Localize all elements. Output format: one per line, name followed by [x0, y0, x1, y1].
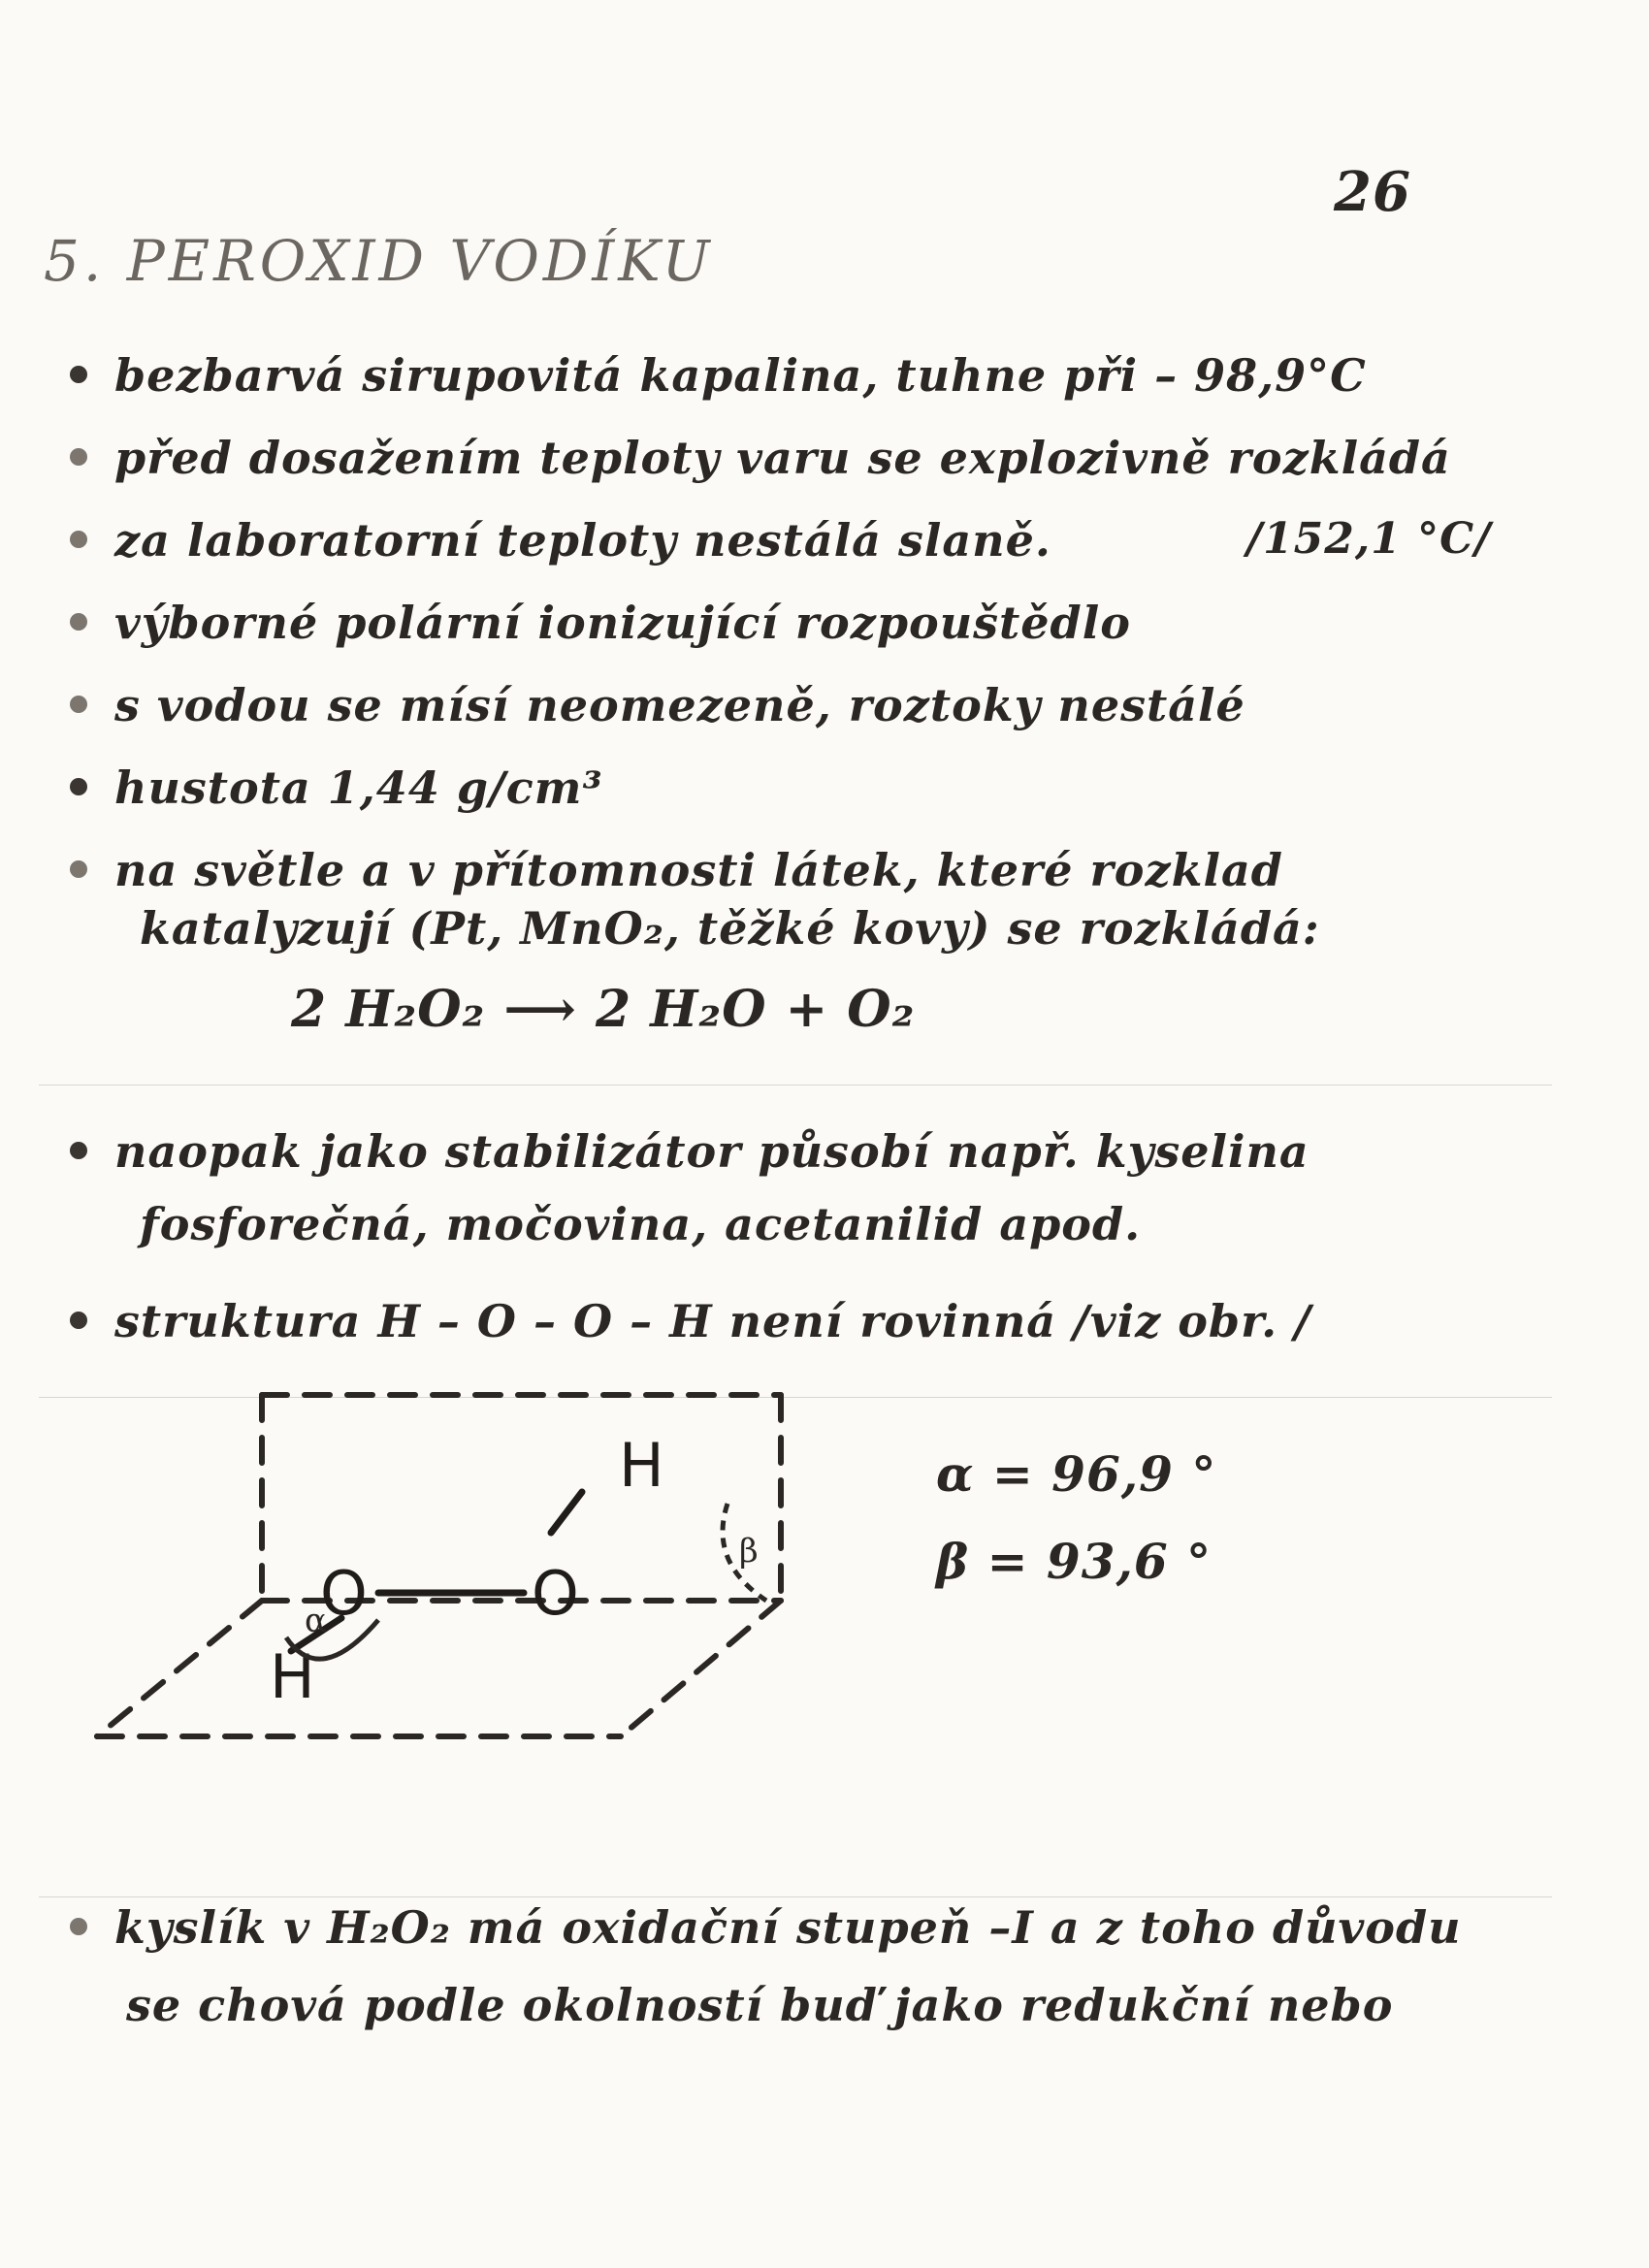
- divider: [39, 1896, 1552, 1897]
- bullet-dot-icon: [70, 448, 87, 466]
- bullet-text: bezbarvá sirupovitá kapalina, tuhne při – 98,9°C: [114, 349, 1367, 402]
- list-item: [70, 1125, 1310, 1178]
- list-item: [70, 597, 1131, 649]
- oxygen-atom-left: O: [320, 1558, 368, 1629]
- bullet-text: hustota 1,44 g/cm³: [114, 761, 603, 814]
- bullet-dot-icon: [70, 366, 87, 383]
- list-item: [70, 679, 1245, 731]
- bullet-text: naopak jako stabilizátor působí např. kyselina: [114, 1125, 1310, 1178]
- bullet-text: za laboratorní teploty nestálá slaně.: [114, 514, 1051, 567]
- list-item: [70, 1295, 1311, 1347]
- oxygen-atom-right: O: [532, 1558, 579, 1629]
- list-item: [70, 349, 1367, 402]
- bullet-text: struktura H – O – O – H není rovinná /viz obr. /: [114, 1295, 1311, 1347]
- horizontal-plane-left-edge: [97, 1601, 262, 1736]
- bullet-text: na světle a v přítomnosti látek, které rozklad: [114, 844, 1283, 896]
- bullet-dot-icon: [70, 860, 87, 878]
- list-item: [70, 761, 603, 814]
- bullet-dot-icon: [70, 1918, 87, 1935]
- bullet-dot-icon: [70, 531, 87, 548]
- bullet-text: před dosažením teploty varu se explozivně rozkládá: [114, 432, 1451, 484]
- list-item: [70, 432, 1451, 484]
- hydrogen-atom-lower: H: [270, 1641, 315, 1712]
- list-item: [70, 514, 1051, 567]
- decomposition-equation: 2 H₂O₂ ⟶ 2 H₂O + O₂: [291, 980, 916, 1039]
- boiling-point-note: /152,1 °C/: [1246, 514, 1492, 564]
- oxidation-continuation: se chová podle okolností buď jako redukční nebo: [126, 1979, 1394, 2031]
- horizontal-plane-right-edge: [621, 1601, 781, 1736]
- beta-marker: β: [739, 1532, 759, 1571]
- alpha-angle: α = 96,9 °: [936, 1445, 1217, 1503]
- section-title: 5. PEROXID VODÍKU: [44, 228, 714, 294]
- alpha-marker: α: [305, 1602, 327, 1640]
- page-number: 26: [1334, 160, 1411, 224]
- bullet-dot-icon: [70, 696, 87, 713]
- hydrogen-atom-upper: H: [619, 1430, 664, 1501]
- bullet-text: s vodou se mísí neomezeně, roztoky nestálé: [114, 679, 1245, 731]
- catalysis-continuation: katalyzují (Pt, MnO₂, těžké kovy) se rozkládá:: [140, 902, 1320, 955]
- h2o2-structure-diagram: [87, 1377, 844, 1756]
- bullet-dot-icon: [70, 1142, 87, 1159]
- bullet-text: kyslík v H₂O₂ má oxidační stupeň –I a z toho důvodu: [114, 1901, 1462, 1954]
- list-item: [70, 844, 1283, 896]
- bullet-dot-icon: [70, 778, 87, 795]
- list-item: [70, 1901, 1462, 1954]
- bullet-dot-icon: [70, 1312, 87, 1329]
- beta-angle: β = 93,6 °: [936, 1533, 1212, 1590]
- o-h-bond-upper: [551, 1492, 582, 1533]
- bullet-dot-icon: [70, 613, 87, 631]
- stabilizer-continuation: fosforečná, močovina, acetanilid apod.: [140, 1198, 1142, 1250]
- bullet-text: výborné polární ionizující rozpouštědlo: [114, 597, 1131, 649]
